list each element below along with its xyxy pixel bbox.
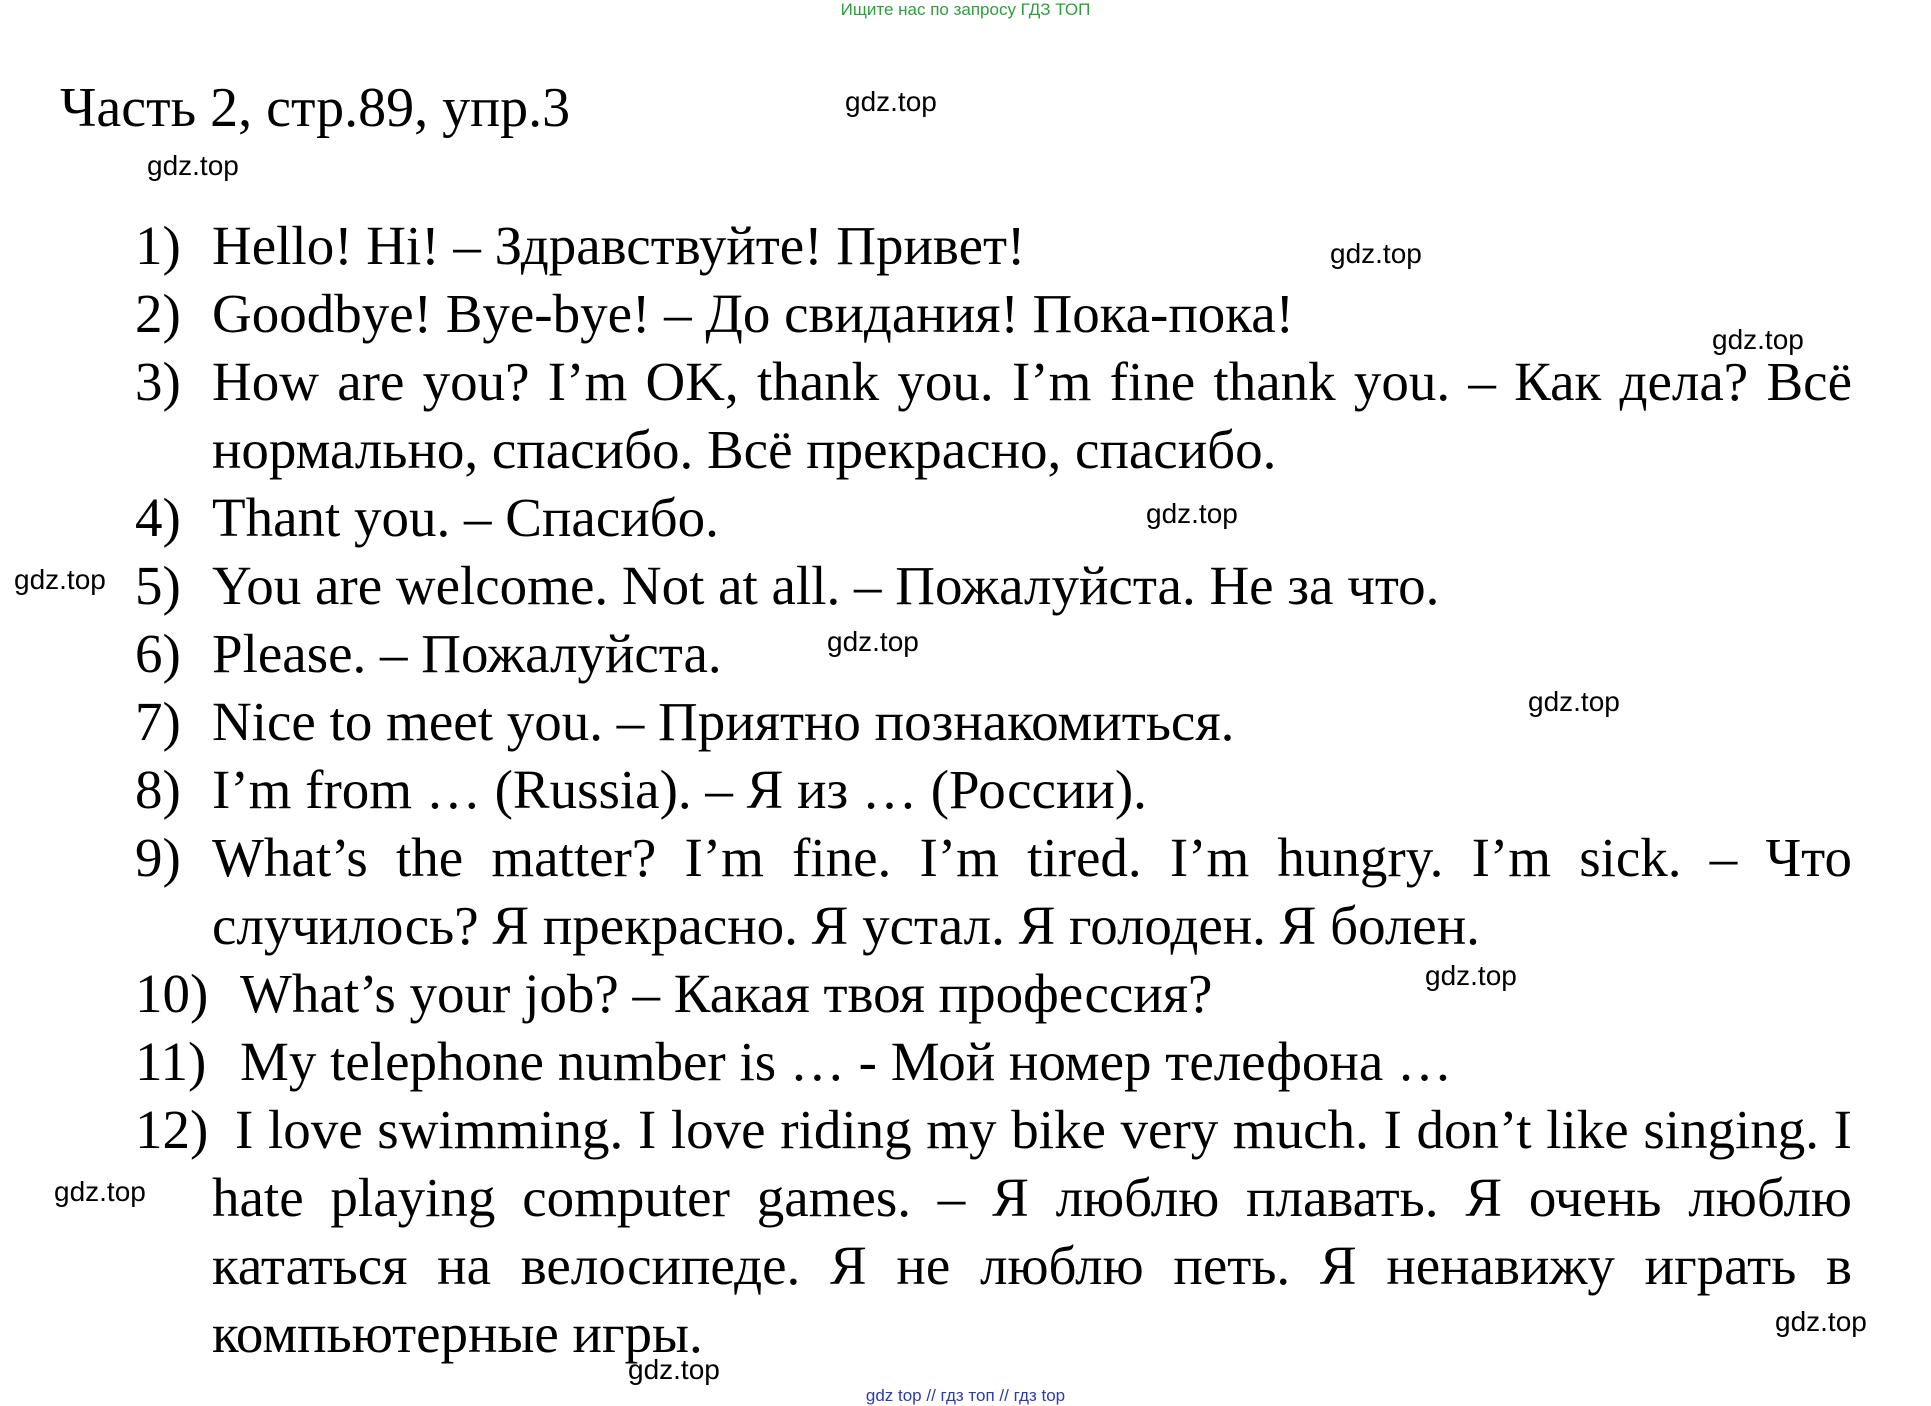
item-number: 4) bbox=[135, 487, 181, 548]
link-gdz-top-ru[interactable]: гдз топ bbox=[940, 1386, 995, 1405]
watermark: gdz.top bbox=[14, 564, 106, 595]
item-number: 11) bbox=[135, 1031, 207, 1092]
separator: // bbox=[926, 1386, 936, 1405]
item-text: My telephone number is … - Мой номер телефона … bbox=[240, 1031, 1452, 1092]
item-text: I’m from … (Russia). – Я из … (России). bbox=[212, 759, 1147, 820]
item-number: 5) bbox=[135, 555, 181, 616]
item-text: I love swimming. I love riding my bike very much. I don’t like singing. I hate playing computer games. – Я люблю плавать. Я очень люблю кататься на велосипеде. Я не люблю петь. Я ненавижу играть в компьютерные игры. bbox=[212, 1099, 1852, 1364]
watermark: gdz.top bbox=[1712, 324, 1804, 355]
page-heading: Часть 2, стр.89, упр.3 bbox=[60, 77, 571, 139]
item-number: 1) bbox=[135, 215, 181, 276]
item-text: What’s your job? – Какая твоя профессия? bbox=[240, 963, 1213, 1024]
item-number: 9) bbox=[135, 827, 181, 888]
item-text: How are you? I’m OK, thank you. I’m fine thank you. – Как дела? Всё нормально, спасибо. Всё прекрасно, спасибо. bbox=[212, 351, 1852, 480]
item-number: 3) bbox=[135, 351, 181, 412]
watermark: gdz.top bbox=[827, 626, 919, 657]
item-text: You are welcome. Not at all. – Пожалуйста. Не за что. bbox=[212, 555, 1440, 616]
item-text: Thant you. – Спасибо. bbox=[212, 487, 719, 548]
item-number: 12) bbox=[135, 1099, 209, 1160]
watermark: gdz.top bbox=[1528, 686, 1620, 717]
item-text: Nice to meet you. – Приятно познакомиться. bbox=[212, 691, 1235, 752]
item-number: 8) bbox=[135, 759, 181, 820]
item-text: Hello! Hi! – Здравствуйте! Привет! bbox=[212, 215, 1026, 276]
watermark: gdz.top bbox=[1146, 498, 1238, 529]
watermark: gdz.top bbox=[147, 150, 239, 181]
top-banner[interactable]: Ищите нас по запросу ГДЗ ТОП bbox=[840, 0, 1091, 19]
watermark: gdz.top bbox=[1775, 1306, 1867, 1337]
link-gdz-top-mixed[interactable]: гдз top bbox=[1013, 1386, 1066, 1405]
watermark: gdz.top bbox=[628, 1354, 720, 1385]
item-number: 6) bbox=[135, 623, 181, 684]
watermark: gdz.top bbox=[1425, 960, 1517, 991]
item-number: 7) bbox=[135, 691, 181, 752]
watermark: gdz.top bbox=[54, 1176, 146, 1207]
item-text: What’s the matter? I’m fine. I’m tired. I’m hungry. I’m sick. – Что случилось? Я прекрасно. Я устал. Я голоден. Я болен. bbox=[212, 827, 1852, 956]
link-gdz-top[interactable]: gdz top bbox=[865, 1386, 922, 1405]
item-number: 2) bbox=[135, 283, 181, 344]
watermark: gdz.top bbox=[1330, 238, 1422, 269]
item-text: Goodbye! Bye-bye! – До свидания! Пока-пока! bbox=[212, 283, 1294, 344]
item-number: 10) bbox=[135, 963, 209, 1024]
watermark: gdz.top bbox=[845, 86, 937, 117]
item-text: Please. – Пожалуйста. bbox=[212, 623, 722, 684]
separator: // bbox=[999, 1386, 1009, 1405]
bottom-links bbox=[0, 1386, 1931, 1406]
